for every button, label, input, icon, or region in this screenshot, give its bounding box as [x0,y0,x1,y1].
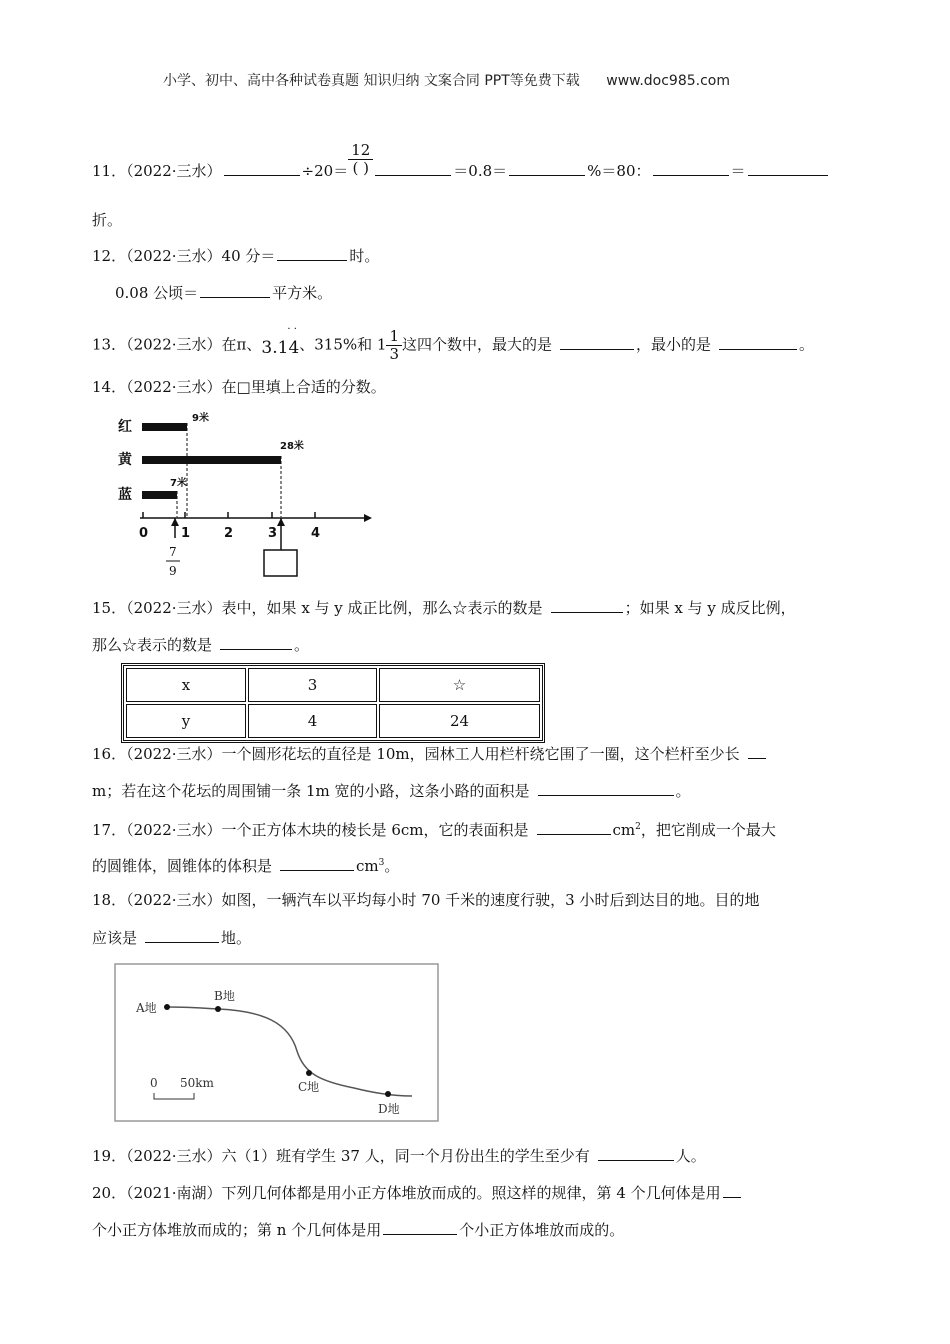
question-12-part2 [115,282,332,303]
question-number: 17． [92,821,127,839]
question-number: 18． [92,891,127,909]
table-row [126,704,540,738]
q14-text: 在□里填上合适的分数。 [221,378,386,396]
question-14 [92,377,386,397]
question-20-line2 [92,1219,624,1240]
answer-blank[interactable] [509,160,585,176]
table-cell: 3 [248,668,377,702]
point-c [306,1070,312,1076]
table-cell: 4 [248,704,377,738]
table-row [126,668,540,702]
question-20 [92,1182,743,1203]
tick-1: 1 [181,526,191,541]
question-source: （2022·三水） [126,162,222,180]
question-15 [92,597,796,618]
q19-text: 六（1）班有学生 37 人，同一个月份出生的学生至少有 [221,1147,590,1165]
q17-unit2: cm [356,857,379,875]
q13-post: 这四个数中，最大的是 [402,335,553,354]
label-d: D地 [378,1102,400,1116]
answer-blank[interactable] [537,819,611,835]
question-18 [92,890,760,910]
blue-length-label: 7米 [170,478,187,489]
q18-text2: 应该是 [92,929,138,947]
tick-0: 0 [139,526,149,541]
tick-2: 2 [224,526,234,541]
hint-numerator: 7 [169,545,177,559]
question-source: （2022·三水） [126,891,222,909]
question-19 [92,1145,706,1166]
question-number: 12． [92,247,127,265]
header-text: 小学、初中、高中各种试卷真题 知识归纳 文案合同 PPT等免费下载 [163,73,580,89]
question-number: 11． [92,162,127,180]
q17-end: 。 [384,857,400,875]
repeating-decimal [261,323,300,358]
table-cell: 24 [379,704,540,738]
table-cell: x [126,668,246,702]
row-label-blue: 蓝 [118,487,132,503]
question-16 [92,743,768,764]
answer-blank[interactable] [551,597,623,613]
answer-blank[interactable] [220,634,292,650]
question-number: 20． [92,1184,127,1202]
fraction [386,328,402,363]
question-number: 13． [92,335,127,354]
answer-blank[interactable] [200,282,270,298]
q12-unit2: 平方米。 [272,284,333,302]
question-17-line2: 的圆锥体，圆锥体的体积是 $cm^3$。 [92,857,400,875]
scale-label: 50km [180,1076,214,1090]
q17-text2: 的圆锥体，圆锥体的体积是 [92,857,273,875]
q16-end: 。 [675,782,691,800]
q12-text2: 0.08 公顷＝ [115,284,199,302]
question-source: （2022·三水） [126,378,222,396]
q17-unit1: cm [612,821,636,839]
arrow-head [171,518,179,526]
bar-length-figure [112,405,372,585]
q15-text3: 那么☆表示的数是 [92,636,213,654]
repeat-dots: · · [287,323,297,335]
question-source: （2022·三水） [126,599,222,617]
q11-tail: 折。 [92,211,123,229]
q20-text2: 个小正方体堆放而成的；第 n 个几何体是用 [92,1221,382,1239]
answer-blank[interactable] [224,160,300,176]
red-length-label: 9米 [192,413,209,424]
answer-blank[interactable] [280,855,354,871]
point-b [215,1006,221,1012]
q11-eq2: ＝ [730,162,746,180]
row-label-red: 红 [118,419,132,435]
answer-blank[interactable] [748,743,766,759]
question-source: （2022·三水） [126,1147,222,1165]
q12-text1: 40 分＝ [221,247,276,265]
fraction [348,142,373,177]
q15-text1: 表中，如果 x 与 y 成正比例，那么☆表示的数是 [221,599,543,617]
label-c: C地 [298,1080,320,1094]
q11-eq: ＝0.8＝ [453,162,508,180]
hint-denominator: 9 [169,564,177,578]
label-b: B地 [214,989,235,1003]
blue-bar [142,491,177,499]
row-label-yellow: 黄 [118,452,132,468]
q11-pct: %＝80： [587,162,651,180]
scale-zero: 0 [150,1076,158,1090]
q13-end: 。 [799,335,815,354]
question-12 [92,245,379,266]
q12-unit1: 时。 [349,247,380,265]
question-source: （2022·三水） [126,745,222,763]
repeat-value: 3.14 [261,337,300,358]
answer-blank[interactable] [145,927,219,943]
q16-text2: m；若在这个花坛的周围铺一条 1m 宽的小路，这条小路的面积是 [92,782,530,800]
question-source: （2022·三水） [126,335,222,354]
answer-box[interactable] [264,550,297,576]
answer-blank[interactable] [538,780,674,796]
question-11 [92,140,830,181]
q18-end: 地。 [221,929,252,947]
answer-blank[interactable] [560,334,634,350]
question-15-line2 [92,634,309,655]
route-map [114,963,440,1123]
answer-blank[interactable] [653,160,729,176]
fraction-numerator: 12 [348,142,373,160]
number-line-arrow [364,514,372,522]
fraction-denominator: ( ) [352,158,369,177]
answer-blank[interactable] [277,245,347,261]
yellow-length-label: 28米 [280,441,304,452]
answer-blank[interactable] [723,1182,741,1198]
tick-4: 4 [311,526,321,541]
tick-3: 3 [268,526,278,541]
q15-end: 。 [294,636,310,654]
map-frame [115,964,438,1121]
answer-blank[interactable] [598,1145,674,1161]
arrow-head [277,518,285,526]
question-18-line2 [92,927,251,948]
q15-text2: ；如果 x 与 y 成反比例， [624,599,796,617]
answer-blank[interactable] [375,160,451,176]
yellow-bar [142,456,281,464]
point-a [164,1004,170,1010]
page-header [163,70,730,90]
point-d [385,1091,391,1097]
question-number: 14． [92,378,127,396]
fraction-numerator: 1 [386,328,402,346]
label-a: A地 [136,1001,157,1015]
question-17: 17．（2022·三水）一个正方体木块的棱长是 6cm，它的表面积是 $cm^2$，把它削成一个最大 [92,821,776,839]
question-source: （2021·南湖） [126,1184,222,1202]
q16-text1: 一个圆形花坛的直径是 10m，园林工人用栏杆绕它围了一圈，这个栏杆至少长 [221,745,740,763]
fraction-denominator: 3 [389,345,400,363]
question-source: （2022·三水） [126,247,222,265]
question-number: 16． [92,745,127,763]
q18-text1: 如图，一辆汽车以平均每小时 70 千米的速度行驶，3 小时后到达目的地。目的地 [221,891,760,909]
question-number: 19． [92,1147,127,1165]
table-cell: y [126,704,246,738]
q13-pre: 在π、 [221,335,262,354]
q13-mid: 、315%和 1 [299,335,387,354]
q11-div: ÷20＝ [301,162,349,180]
answer-blank[interactable] [719,334,797,350]
question-13 [92,323,815,363]
q19-end: 人。 [675,1147,706,1165]
question-source: （2022·三水） [126,821,222,839]
proportion-table [121,663,545,743]
answer-blank[interactable] [383,1219,457,1235]
table-cell: ☆ [379,668,540,702]
header-site: www.doc985.com [606,73,730,89]
question-number: 15． [92,599,127,617]
q13-mid2: ，最小的是 [636,335,712,354]
q17-text1b: ，把它削成一个最大 [640,821,776,839]
question-16-line2 [92,780,691,801]
q17-text1: 一个正方体木块的棱长是 6cm，它的表面积是 [221,821,529,839]
answer-blank[interactable] [748,160,828,176]
q20-text1: 下列几何体都是用小正方体堆放而成的。照这样的规律，第 4 个几何体是用 [221,1184,721,1202]
q20-end: 个小正方体堆放而成的。 [459,1221,625,1239]
red-bar [142,423,187,431]
